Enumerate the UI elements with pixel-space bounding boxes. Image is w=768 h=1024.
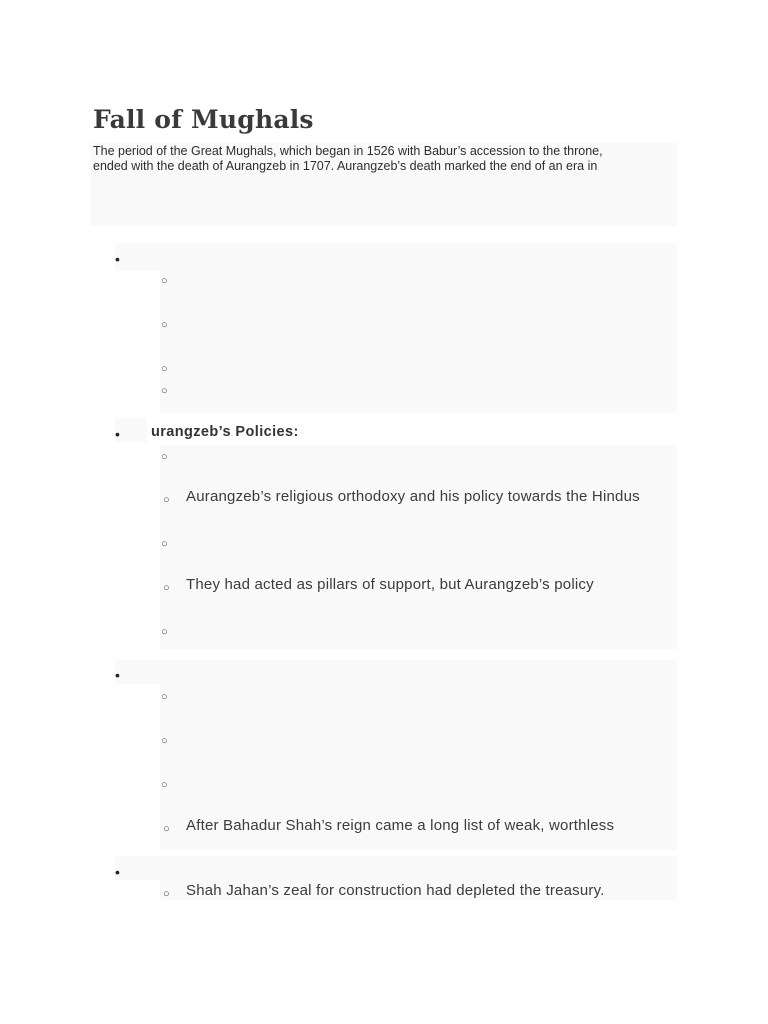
list-background xyxy=(160,243,677,413)
intro-paragraph xyxy=(93,144,673,173)
sub-bullet: ○ xyxy=(161,275,168,287)
sub-bullet: ○ xyxy=(161,451,168,463)
list-item: They had acted as pillars of support, but Aurangzeb’s policy xyxy=(186,576,594,593)
list-item: Shah Jahan’s zeal for construction had depleted the treasury. xyxy=(186,882,605,899)
sub-bullet: ○ xyxy=(163,823,170,835)
sub-bullet: ○ xyxy=(163,494,170,506)
sub-bullet: ○ xyxy=(161,735,168,747)
sub-bullet: ○ xyxy=(161,691,168,703)
list-bullet: • xyxy=(115,667,120,683)
list-background xyxy=(160,445,677,649)
list-background xyxy=(115,856,160,880)
list-background xyxy=(115,660,160,684)
sub-bullet: ○ xyxy=(161,385,168,397)
section-heading: urangzeb’s Policies: xyxy=(151,424,299,440)
list-item: Aurangzeb’s religious orthodoxy and his policy towards the Hindus xyxy=(186,488,640,505)
intro-line-2: ended with the death of Aurangzeb in 1707. Aurangzeb’s death marked the end of an era in xyxy=(93,158,598,173)
sub-bullet: ○ xyxy=(161,363,168,375)
intro-line-1: The period of the Great Mughals, which began in 1526 with Babur’s accession to the throne, xyxy=(93,144,603,158)
sub-bullet: ○ xyxy=(161,779,168,791)
list-bullet: • xyxy=(115,426,120,442)
document-title: Fall of Mughals xyxy=(93,105,314,134)
sub-bullet: ○ xyxy=(161,538,168,550)
sub-bullet: ○ xyxy=(161,319,168,331)
sub-bullet: ○ xyxy=(161,626,168,638)
list-bullet: • xyxy=(115,251,120,267)
list-bullet: • xyxy=(115,864,120,880)
sub-bullet: ○ xyxy=(163,582,170,594)
sub-bullet: ○ xyxy=(163,888,170,900)
list-item: After Bahadur Shah’s reign came a long list of weak, worthless xyxy=(186,817,615,834)
